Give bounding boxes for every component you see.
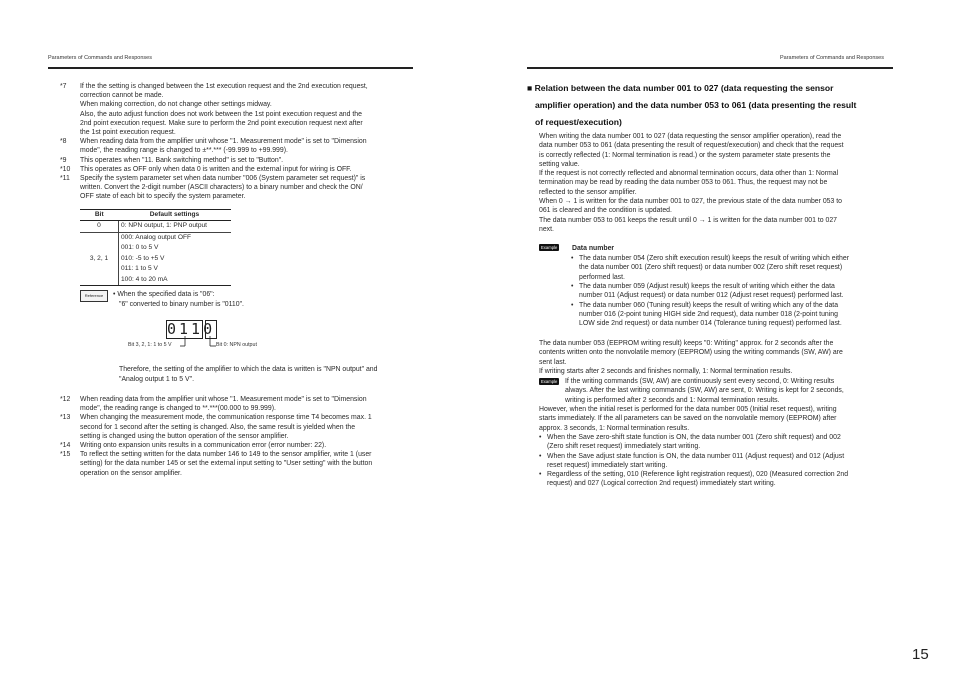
settings-line: 011: 1 to 5 V: [121, 265, 158, 272]
settings-line: 000: Analog output OFF: [121, 233, 192, 241]
settings-line: 010: -5 to +5 V: [121, 254, 165, 262]
footnote-line: setting is changed using the button operation of the sensor amplifier.: [80, 432, 289, 440]
text-line: reflected to the sensor amplifier.: [539, 188, 637, 196]
eeprom-paragraph: [539, 339, 843, 376]
bullet-dot: •: [571, 282, 574, 290]
footnote: [60, 450, 420, 478]
bullet-dot: •: [571, 301, 574, 309]
header-rule-right: [527, 67, 893, 69]
bullet-line: The data number 059 (Adjust result) keeps the result of writing which either the data: [579, 282, 835, 290]
therefore-line-1: Therefore, the setting of the amplifier to which the data is written is "NPN output" and: [119, 366, 378, 373]
bit-cell: 0: [80, 221, 119, 233]
text-line: approx. 3 seconds, 1: Normal termination results.: [539, 424, 690, 432]
text-line: next.: [539, 225, 554, 233]
footnote-label: *10: [60, 165, 71, 173]
bullet-item: [539, 433, 889, 452]
bullet-text: [547, 452, 844, 471]
bullet-text: [547, 470, 848, 489]
footnote-line: When reading data from the amplifier unit whose "1. Measurement mode" is set to "Dimension: [80, 138, 367, 146]
bullet-line: Regardless of the setting, 010 (Reference light registration request), 020 (Measured correction 2nd: [547, 471, 849, 479]
example2-badge: Example: [541, 379, 558, 384]
footnote-label: *13: [60, 414, 71, 422]
footnote-label: *14: [60, 442, 71, 449]
text-line: always. After the last writing commands (SW, AW) are sent, 0: Writing is kept for 2 seconds,: [565, 387, 844, 395]
footnote-text: [80, 395, 413, 413]
text-line: data number 053 to 061 (data presenting the result of request/execution) and check that the request: [539, 142, 844, 150]
bit-header: Bit: [80, 210, 119, 221]
footnote-line: This operates as OFF only when data 0 is written and the external input for wiring is OFF.: [80, 165, 352, 173]
bit-cell: 3, 2, 1: [80, 232, 119, 286]
bullet-text: [579, 254, 849, 282]
text-line: If the writing commands (SW, AW) are continuously sent every second, 0: Writing results: [565, 378, 835, 385]
footnote-line: If the the setting is changed between the 1st execution request and the 2nd execution request,: [80, 83, 368, 90]
footnote: [60, 137, 420, 155]
bullet-line: number 016 (2-point tuning HIGH side 2nd request), data number 018 (2-point tuning: [579, 310, 838, 318]
settings-line: 001: 0 to 5 V: [121, 244, 159, 251]
bullet-item: [539, 452, 889, 471]
heading-line: ■ Relation between the data number 001 to 027 (data requesting the sensor: [527, 83, 834, 93]
page-number: 15: [912, 646, 929, 663]
footnote-line: Specify the system parameter set when data number "006 (System parameter set request)" is: [80, 175, 366, 182]
footnote-text: [80, 174, 413, 202]
bullet-line: LOW side 2nd request) or data number 014 (Tolerance tuning request) performed last.: [579, 320, 842, 328]
text-line: When 0 → 1 is written for the data number 001 to 027, the previous state of the data number 053 to: [539, 198, 842, 206]
footnote-text: [80, 450, 413, 478]
example-badge: Example: [541, 245, 558, 250]
footnote-text: [80, 441, 413, 450]
example2-paragraph: [565, 377, 844, 405]
footnote-line: When making correction, do not change other settings midway.: [80, 101, 272, 109]
binary-digits: 0110: [167, 320, 216, 338]
text-line: However, when the initial reset is performed for the data number 005 (Initial reset request), writing: [539, 406, 837, 413]
bullet-item: [571, 254, 921, 282]
footnote-line: written. Convert the 2-digit number (ASCII characters) to a binary number and check the ON/: [80, 184, 363, 192]
footnote-line: second for 1 second after the setting is changed. Also, the same result is yielded when the: [80, 423, 356, 431]
bullet-dot: •: [539, 434, 542, 441]
text-line: 061 is cleared and the condition is updated.: [539, 207, 672, 215]
footnote-text: [80, 82, 413, 137]
text-line: sent last.: [539, 358, 567, 366]
reference-line-2: "6" converted to binary number is "0110".: [119, 301, 244, 308]
text-line: contents written onto the nonvolatile memory (EEPROM) using the writing commands (SW, AW) are: [539, 349, 843, 357]
bullet-text: [579, 282, 844, 301]
footnote-line: Writing onto expansion units results in a communication error (error number: 22).: [80, 442, 327, 449]
text-line: When writing the data number 001 to 027 (data requesting the sensor amplifier operation), read the: [539, 133, 842, 140]
footnote: [60, 165, 420, 174]
bullet-dot: •: [571, 255, 574, 262]
footnote-text: [80, 137, 413, 155]
header-rule-left: [48, 67, 413, 69]
therefore-line-2: "Analog output 1 to 5 V".: [119, 376, 194, 383]
footnote: [60, 395, 420, 413]
bullet-line: number 011 (Adjust request) or data number 012 (Adjust reset request) performed last.: [579, 292, 844, 300]
footnote-label: *15: [60, 451, 71, 459]
bit-label-left: Bit 3, 2, 1: 1 to 5 V: [128, 342, 172, 348]
settings-cell: [119, 232, 231, 286]
footnote-line: 2nd point execution request. Make sure to perform the 2nd point execution request next after: [80, 119, 363, 127]
settings-header: Default settings: [119, 210, 231, 221]
bullet-dot: •: [539, 471, 542, 479]
header-right: Parameters of Commands and Responses: [780, 55, 884, 61]
bullet-dot: •: [539, 452, 542, 460]
bit-table: [80, 209, 231, 286]
settings-cell: 0: NPN output, 1: PNP output: [119, 221, 231, 233]
text-line: The data number 053 to 061 keeps the result until 0 → 1 is written for the data number 001 to 027: [539, 216, 838, 224]
bullet-line: The data number 060 (Tuning result) keeps the result of writing which any of the data: [579, 301, 839, 309]
footnote-line: mode", the reading range is changed to ±**.*** (-99.999 to +99.999).: [80, 147, 288, 155]
intro-paragraph: [539, 132, 844, 234]
footnote-text: [80, 413, 413, 441]
settings-line: 100: 4 to 20 mA: [121, 275, 168, 283]
bullet-line: performed last.: [579, 273, 625, 281]
footnote-line: When changing the measurement mode, the communication response time T4 becomes max. 1: [80, 414, 372, 422]
text-line: The data number 053 (EEPROM writing result) keeps "0: Writing" approx. for 2 seconds after the: [539, 340, 834, 347]
bit-connector-lines: [180, 336, 220, 348]
footnote: [60, 413, 420, 441]
reference-line-1: • When the specified data is "06":: [113, 291, 215, 298]
bullet-line: (Zero shift reset request) immediately start writing.: [547, 443, 701, 451]
however-paragraph: [539, 405, 837, 433]
footnote-line: correction cannot be made.: [80, 92, 164, 100]
bullet-text: [547, 433, 841, 452]
footnote-label: *8: [60, 138, 67, 146]
bullet-item: [571, 301, 921, 329]
text-line: starts immediately. If the all parameters can be saved on the nonvolatile memory (EEPROM) after: [539, 415, 837, 423]
footnote-line: Also, the auto adjust function does not work between the 1st point execution request and the: [80, 110, 362, 118]
example-title: Data number: [572, 245, 615, 252]
bullet-line: The data number 054 (Zero shift execution result) keeps the result of writing which either: [579, 255, 850, 262]
header-left: Parameters of Commands and Responses: [48, 55, 152, 61]
footnote-line: To reflect the setting written for the data number 146 to 149 to the sensor amplifier, write 1 (user: [80, 451, 372, 459]
footnote-label: *11: [60, 175, 70, 182]
footnote: [60, 82, 420, 137]
footnote-line: This operates when "11. Bank switching method" is set to "Button".: [80, 156, 284, 164]
bullet-line: When the Save adjust state function is ON, the data number 011 (Adjust request) and 012 (Adjust: [547, 452, 845, 460]
footnote: [60, 156, 420, 165]
footnote-line: When reading data from the amplifier unit whose "1. Measurement mode" is set to "Dimension: [80, 396, 367, 403]
text-line: If writing starts after 2 seconds and finishes normally, 1: Normal termination results.: [539, 367, 793, 375]
bullet-text: [579, 301, 842, 329]
bullet-item: [571, 282, 921, 301]
footnote-text: [80, 156, 413, 165]
footnote-line: operation on the sensor amplifier.: [80, 469, 182, 477]
footnote-label: *12: [60, 396, 71, 403]
footnote-label: *7: [60, 83, 67, 90]
bullet-line: When the Save zero-shift state function is ON, the data number 001 (Zero shift request) and 002: [547, 434, 841, 441]
footnote-text: [80, 165, 413, 174]
text-line: termination may be read by reading the data number 053 to 061. Thus, the request may not be: [539, 179, 828, 187]
text-line: writing is performed after 2 seconds and 1: Normal termination results.: [565, 396, 780, 404]
text-line: setting value.: [539, 160, 580, 168]
text-line: is correctly reflected (1: Normal termination is read.) or the system parameter state presents the: [539, 151, 831, 159]
heading-line: of request/execution): [535, 117, 622, 127]
bullet-line: request) and 027 (Logical correction 2nd request) immediately start writing.: [547, 480, 776, 488]
footnote-line: the 1st point execution request.: [80, 129, 176, 137]
footnote: [60, 174, 420, 202]
text-line: If the request is not correctly reflected and abnormal termination occurs, data other than 1: Normal: [539, 170, 839, 178]
bullet-line: the data number 001 (Zero shift request) or data number 002 (Zero shift reset request): [579, 264, 843, 272]
footnote-label: *9: [60, 156, 67, 164]
bit-label-right: Bit 0: NPN output: [216, 342, 257, 348]
footnote-line: setting) for the data number 145 or set the external input setting to "User setting" with the button: [80, 460, 373, 468]
bullet-item: [539, 470, 889, 489]
reference-badge: Reference: [80, 290, 108, 302]
bullet-line: reset request) immediately start writing.: [547, 461, 668, 469]
footnote: [60, 441, 420, 450]
footnote-line: mode", the reading range is changed to **.***(00.000 to 99.999).: [80, 405, 276, 413]
footnote-line: OFF state of each bit to specify the system parameter.: [80, 193, 246, 201]
heading-line: amplifier operation) and the data number 053 to 061 (data presenting the result: [535, 100, 857, 110]
